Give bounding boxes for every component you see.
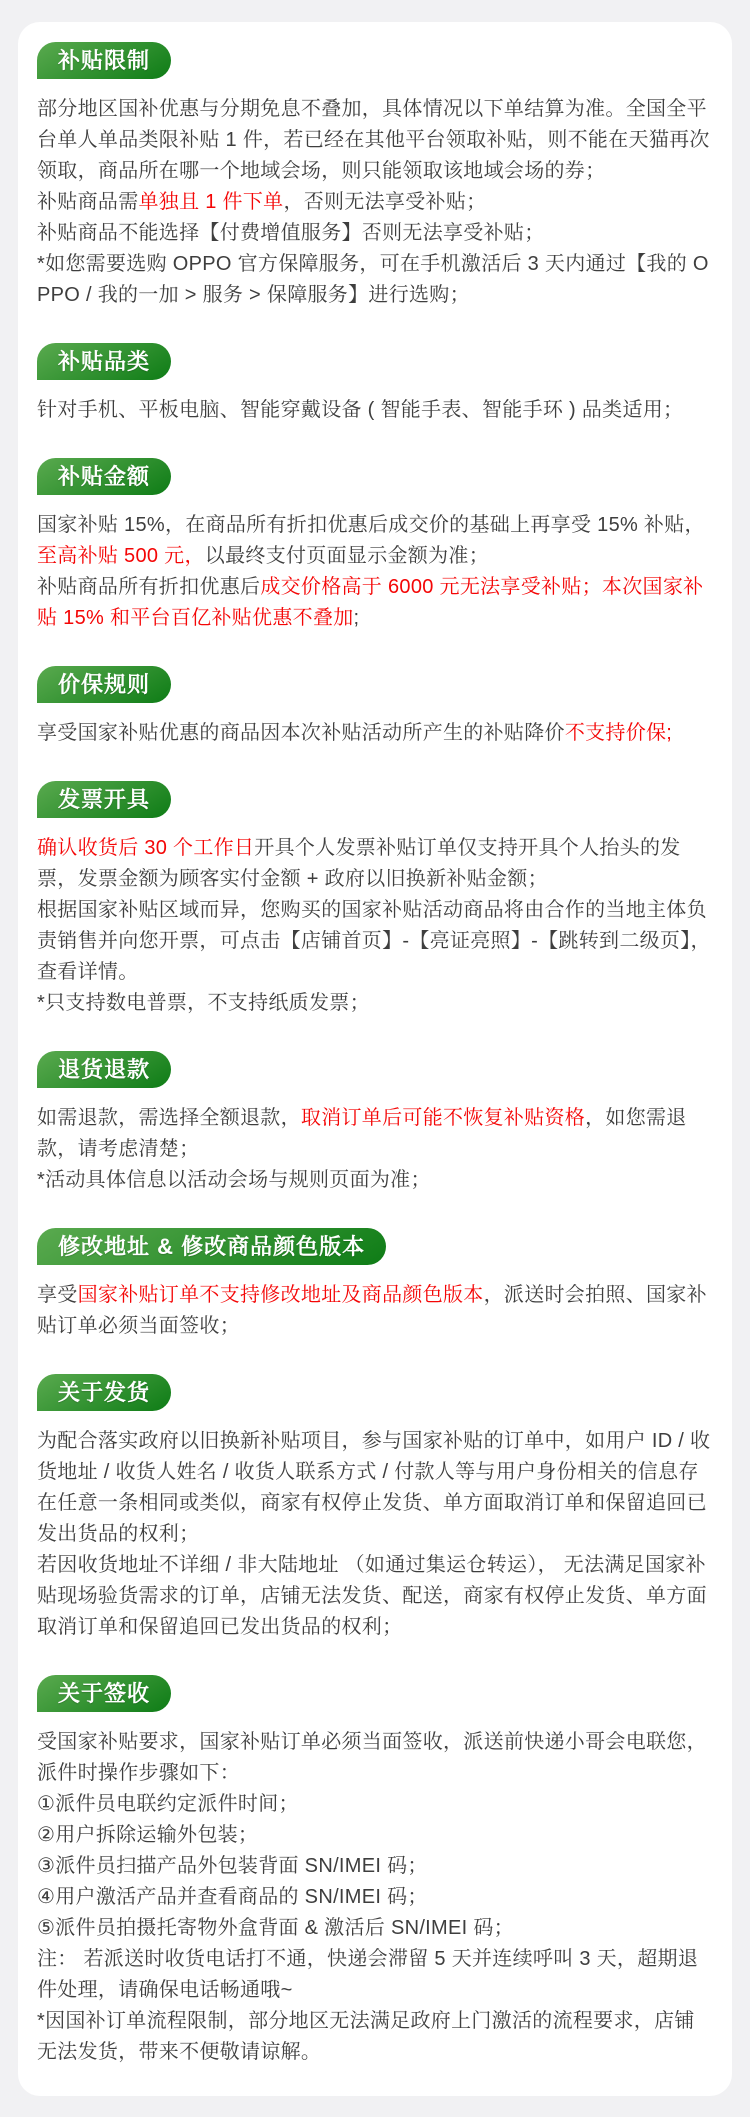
highlighted-red-text-run: 至高补贴 500 元， (37, 545, 205, 567)
rule-paragraph (37, 1280, 713, 1342)
highlighted-red-text-run: 国家补贴订单不支持修改地址及商品颜色版本 (77, 1284, 484, 1306)
rule-section (37, 1374, 713, 1643)
text-run: 针对手机、平板电脑、智能穿戴设备 ( 智能手表、智能手环 ) 品类适用； (37, 399, 684, 421)
text-run: 国家补贴 15%，在商品所有折扣优惠后成交价的基础上再享受 15% 补贴， (37, 514, 705, 536)
text-run: 为配合落实政府以旧换新补贴项目，参与国家补贴的订单中，如用户 ID / 收货地址 / 收货人姓名 / 收货人联系方式 / 付款人等与用户身份相关的信息存在任意一条相同或类似，商家有权停止发货、单方面取消订单和保留追回已发出货品的权利； (37, 1430, 711, 1545)
text-run: *如您需要选购 OPPO 官方保障服务，可在手机激活后 3 天内通过【我的 OPPO / 我的一加 > 服务 > 保障服务】进行选购； (37, 253, 709, 306)
text-run: *因国补订单流程限制，部分地区无法满足政府上门激活的流程要求，店铺无法发货，带来不便敬请谅解。 (37, 2010, 695, 2063)
rule-section (37, 1051, 713, 1196)
rule-paragraph (37, 1851, 713, 1882)
text-run: 注： 若派送时收货电话打不通，快递会滞留 5 天并连续呼叫 3 天，超期退件处理，请确保电话畅通哦~ (37, 1948, 699, 2001)
rule-paragraph (37, 1550, 713, 1643)
text-run: 以最终支付页面显示金额为准； (204, 545, 489, 567)
rule-paragraph (37, 187, 713, 218)
section-badge: 关于发货 (37, 1374, 171, 1411)
text-run: 补贴商品需 (37, 191, 139, 213)
rule-sections-container (37, 42, 713, 2068)
section-badge: 补贴限制 (37, 42, 171, 79)
text-run: 若因收货地址不详细 / 非大陆地址 （如通过集运仓转运）， 无法满足国家补贴现场验货需求的订单，店铺无法发货、配送，商家有权停止发货、单方面取消订单和保留追回已发出货品的权利； (37, 1554, 707, 1638)
rule-section (37, 42, 713, 311)
highlighted-red-text-run: 取消订单后可能不恢复补贴资格 (300, 1107, 586, 1129)
rule-paragraph (37, 395, 713, 426)
text-run: ②用户拆除运输外包装； (37, 1824, 259, 1846)
text-run: 开具个人发票补贴订单仅支持开具个人抬头的发票，发票金额为顾客实付金额 + 政府以旧换新补贴金额； (37, 837, 681, 890)
section-badge: 价保规则 (37, 666, 171, 703)
section-badge: 退货退款 (37, 1051, 171, 1088)
section-badge: 补贴金额 (37, 458, 171, 495)
text-run: 补贴商品不能选择【付费增值服务】否则无法享受补贴； (37, 222, 545, 244)
highlighted-red-text-run: 不支持价保; (564, 722, 673, 744)
text-run: 部分地区国补优惠与分期免息不叠加，具体情况以下单结算为准。全国全平台单人单品类限补贴 1 件，若已经在其他平台领取补贴，则不能在天猫再次领取，商品所在哪一个地域会场，则只能领取该地域会场的券； (37, 98, 710, 182)
rule-paragraph (37, 1103, 713, 1165)
section-badge: 发票开具 (37, 781, 171, 818)
text-run: ，派送时会拍照、国家补贴订单必须当面签收； (37, 1284, 707, 1337)
rule-paragraph (37, 249, 713, 311)
text-run: ，如您需退款，请考虑清楚； (37, 1107, 687, 1160)
rule-paragraph (37, 718, 713, 749)
subsidy-rules-card (18, 22, 732, 2096)
text-run: ; (353, 607, 360, 629)
highlighted-red-text-run: 确认收货后 30 个工作日 (37, 837, 255, 859)
text-run: 受国家补贴要求，国家补贴订单必须当面签收，派送前快递小哥会电联您，派件时操作步骤如下： (37, 1731, 707, 1784)
rule-paragraph (37, 1820, 713, 1851)
rule-section (37, 781, 713, 1019)
rule-section (37, 666, 713, 749)
rule-paragraph (37, 833, 713, 895)
rule-paragraph (37, 1882, 713, 1913)
text-run: ③派件员扫描产品外包装背面 SN/IMEI 码； (37, 1855, 428, 1877)
rule-paragraph (37, 988, 713, 1019)
rule-paragraph (37, 1727, 713, 1789)
text-run: 享受国家补贴优惠的商品因本次补贴活动所产生的补贴降价 (37, 722, 565, 744)
rule-paragraph (37, 1789, 713, 1820)
highlighted-red-text-run: 成交价格高于 6000 元无法享受补贴；本次国家补贴 15% 和平台百亿补贴优惠不叠加 (37, 576, 704, 629)
rule-paragraph (37, 1165, 713, 1196)
text-run: 补贴商品所有折扣优惠后 (37, 576, 261, 598)
rule-section (37, 343, 713, 426)
text-run: 享受 (37, 1284, 78, 1306)
section-badge: 补贴品类 (37, 343, 171, 380)
rule-paragraph (37, 1426, 713, 1550)
rule-paragraph (37, 2006, 713, 2068)
text-run: 根据国家补贴区域而异，您购买的国家补贴活动商品将由合作的当地主体负责销售并向您开票，可点击【店铺首页】-【亮证亮照】-【跳转到二级页】，查看详情。 (37, 899, 711, 983)
rule-paragraph (37, 1913, 713, 1944)
rule-paragraph (37, 1944, 713, 2006)
rule-section (37, 1228, 713, 1342)
text-run: 如需退款，需选择全额退款， (37, 1107, 301, 1129)
rule-section (37, 458, 713, 634)
rule-paragraph (37, 572, 713, 634)
text-run: ①派件员电联约定派件时间； (37, 1793, 299, 1815)
highlighted-red-text-run: 单独且 1 件下单 (138, 191, 284, 213)
text-run: ④用户激活产品并查看商品的 SN/IMEI 码； (37, 1886, 428, 1908)
section-badge: 关于签收 (37, 1675, 171, 1712)
rule-section (37, 1675, 713, 2068)
rule-paragraph (37, 218, 713, 249)
text-run: *只支持数电普票，不支持纸质发票； (37, 992, 370, 1014)
rule-paragraph (37, 895, 713, 988)
rule-paragraph (37, 510, 713, 572)
text-run: ，否则无法享受补贴； (283, 191, 487, 213)
text-run: ⑤派件员拍摄托寄物外盒背面 & 激活后 SN/IMEI 码； (37, 1917, 514, 1939)
section-badge: 修改地址 & 修改商品颜色版本 (37, 1228, 386, 1265)
text-run: *活动具体信息以活动会场与规则页面为准； (37, 1169, 431, 1191)
rule-paragraph (37, 94, 713, 187)
